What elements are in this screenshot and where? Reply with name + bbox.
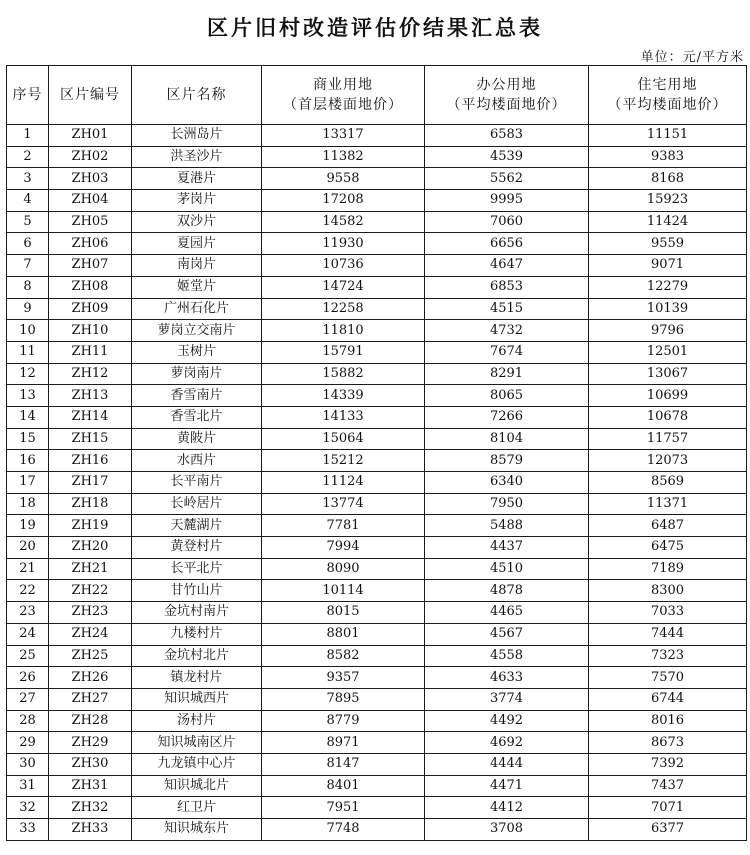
cell-residential: 11151: [589, 125, 747, 147]
header-name: 区片名称: [132, 66, 262, 125]
table-row: [7, 146, 747, 168]
cell-no: 2: [7, 146, 49, 168]
cell-residential: 7071: [589, 797, 747, 819]
cell-residential: 10139: [589, 298, 747, 320]
cell-name: 知识城南区片: [132, 732, 262, 754]
header-commercial: [262, 66, 425, 125]
cell-code: ZH11: [49, 341, 132, 363]
cell-code: ZH18: [49, 493, 132, 515]
cell-commercial: 12258: [262, 298, 425, 320]
cell-commercial: 8090: [262, 558, 425, 580]
cell-office: 6583: [425, 125, 589, 147]
table-row: [7, 645, 747, 667]
cell-residential: 6744: [589, 688, 747, 710]
cell-commercial: 11124: [262, 472, 425, 494]
cell-code: ZH29: [49, 732, 132, 754]
cell-name: 甘竹山片: [132, 580, 262, 602]
cell-name: 水西片: [132, 450, 262, 472]
table-body: [7, 125, 747, 841]
cell-code: ZH27: [49, 688, 132, 710]
cell-commercial: 11810: [262, 320, 425, 342]
header-code: 区片编号: [49, 66, 132, 125]
header-residential-label: 住宅用地: [637, 77, 698, 93]
cell-no: 26: [7, 667, 49, 689]
cell-code: ZH03: [49, 168, 132, 190]
cell-code: ZH14: [49, 406, 132, 428]
cell-office: 4492: [425, 710, 589, 732]
cell-code: ZH30: [49, 753, 132, 775]
table-row: [7, 797, 747, 819]
cell-no: 20: [7, 537, 49, 559]
table-row: [7, 385, 747, 407]
header-no: 序号: [7, 66, 49, 125]
cell-name: 洪圣沙片: [132, 146, 262, 168]
cell-name: 香雪南片: [132, 385, 262, 407]
cell-no: 28: [7, 710, 49, 732]
table-row: [7, 320, 747, 342]
header-office-label: 办公用地: [476, 77, 537, 93]
table-row: [7, 450, 747, 472]
cell-code: ZH17: [49, 472, 132, 494]
cell-office: 4539: [425, 146, 589, 168]
cell-office: 4732: [425, 320, 589, 342]
cell-residential: 10699: [589, 385, 747, 407]
cell-name: 黄登村片: [132, 537, 262, 559]
cell-code: ZH02: [49, 146, 132, 168]
cell-code: ZH24: [49, 623, 132, 645]
table-row: [7, 623, 747, 645]
table-row: [7, 298, 747, 320]
cell-residential: 7323: [589, 645, 747, 667]
cell-office: 5562: [425, 168, 589, 190]
cell-code: ZH16: [49, 450, 132, 472]
table-row: [7, 819, 747, 841]
cell-residential: 9559: [589, 233, 747, 255]
cell-office: 3708: [425, 819, 589, 841]
cell-office: 9995: [425, 190, 589, 212]
cell-office: 4633: [425, 667, 589, 689]
table-row: [7, 688, 747, 710]
cell-code: ZH15: [49, 428, 132, 450]
table-row: [7, 710, 747, 732]
cell-commercial: 7895: [262, 688, 425, 710]
cell-commercial: 14339: [262, 385, 425, 407]
cell-office: 4471: [425, 775, 589, 797]
cell-residential: 12279: [589, 276, 747, 298]
unit-label: 单位：元/平方米: [640, 50, 744, 65]
cell-name: 萝岗立交南片: [132, 320, 262, 342]
summary-table: [6, 65, 747, 841]
cell-commercial: 9558: [262, 168, 425, 190]
cell-no: 33: [7, 819, 49, 841]
table-row: [7, 753, 747, 775]
cell-no: 15: [7, 428, 49, 450]
cell-code: ZH04: [49, 190, 132, 212]
cell-office: 4558: [425, 645, 589, 667]
cell-name: 长平南片: [132, 472, 262, 494]
cell-code: ZH01: [49, 125, 132, 147]
cell-commercial: 7748: [262, 819, 425, 841]
cell-code: ZH08: [49, 276, 132, 298]
cell-no: 8: [7, 276, 49, 298]
cell-commercial: 7994: [262, 537, 425, 559]
cell-commercial: 15882: [262, 363, 425, 385]
cell-residential: 6377: [589, 819, 747, 841]
cell-name: 夏港片: [132, 168, 262, 190]
table-row: [7, 602, 747, 624]
cell-office: 4465: [425, 602, 589, 624]
header-residential: [589, 66, 747, 125]
table-row: [7, 190, 747, 212]
table-row: [7, 472, 747, 494]
cell-no: 21: [7, 558, 49, 580]
cell-name: 九龙镇中心片: [132, 753, 262, 775]
cell-no: 17: [7, 472, 49, 494]
cell-no: 7: [7, 255, 49, 277]
cell-residential: 7189: [589, 558, 747, 580]
cell-office: 8104: [425, 428, 589, 450]
cell-no: 14: [7, 406, 49, 428]
cell-office: 4412: [425, 797, 589, 819]
cell-no: 22: [7, 580, 49, 602]
cell-commercial: 8147: [262, 753, 425, 775]
table-title: 区片旧村改造评估价结果汇总表: [207, 15, 543, 40]
cell-code: ZH33: [49, 819, 132, 841]
table-row: [7, 255, 747, 277]
cell-name: 长平北片: [132, 558, 262, 580]
cell-name: 玉树片: [132, 341, 262, 363]
cell-name: 知识城东片: [132, 819, 262, 841]
cell-commercial: 15212: [262, 450, 425, 472]
cell-no: 13: [7, 385, 49, 407]
cell-residential: 12501: [589, 341, 747, 363]
cell-residential: 9071: [589, 255, 747, 277]
cell-office: 7674: [425, 341, 589, 363]
cell-name: 红卫片: [132, 797, 262, 819]
cell-code: ZH26: [49, 667, 132, 689]
cell-name: 天麓湖片: [132, 515, 262, 537]
cell-commercial: 11382: [262, 146, 425, 168]
table-row: [7, 428, 747, 450]
cell-code: ZH12: [49, 363, 132, 385]
cell-code: ZH20: [49, 537, 132, 559]
cell-residential: 7392: [589, 753, 747, 775]
cell-residential: 6475: [589, 537, 747, 559]
cell-office: 7060: [425, 211, 589, 233]
cell-name: 萝岗南片: [132, 363, 262, 385]
table-row: [7, 493, 747, 515]
cell-code: ZH19: [49, 515, 132, 537]
cell-no: 23: [7, 602, 49, 624]
cell-no: 3: [7, 168, 49, 190]
header-commercial-sub: （首层楼面地价）: [283, 97, 403, 113]
cell-code: ZH23: [49, 602, 132, 624]
cell-commercial: 13317: [262, 125, 425, 147]
table-row: [7, 211, 747, 233]
cell-office: 6656: [425, 233, 589, 255]
cell-no: 11: [7, 341, 49, 363]
cell-office: 7950: [425, 493, 589, 515]
cell-residential: 8569: [589, 472, 747, 494]
cell-commercial: 15064: [262, 428, 425, 450]
table-row: [7, 667, 747, 689]
cell-code: ZH28: [49, 710, 132, 732]
cell-code: ZH09: [49, 298, 132, 320]
cell-name: 茅岗片: [132, 190, 262, 212]
cell-name: 长洲岛片: [132, 125, 262, 147]
cell-office: 4647: [425, 255, 589, 277]
cell-commercial: 14133: [262, 406, 425, 428]
cell-name: 九楼村片: [132, 623, 262, 645]
cell-commercial: 8801: [262, 623, 425, 645]
cell-code: ZH06: [49, 233, 132, 255]
cell-residential: 7437: [589, 775, 747, 797]
cell-name: 姬堂片: [132, 276, 262, 298]
cell-code: ZH07: [49, 255, 132, 277]
cell-code: ZH31: [49, 775, 132, 797]
table-row: [7, 558, 747, 580]
cell-code: ZH21: [49, 558, 132, 580]
cell-code: ZH22: [49, 580, 132, 602]
cell-residential: 11371: [589, 493, 747, 515]
cell-commercial: 10736: [262, 255, 425, 277]
cell-commercial: 7951: [262, 797, 425, 819]
cell-code: ZH25: [49, 645, 132, 667]
cell-commercial: 9357: [262, 667, 425, 689]
cell-commercial: 7781: [262, 515, 425, 537]
cell-office: 8579: [425, 450, 589, 472]
cell-code: ZH10: [49, 320, 132, 342]
table-row: [7, 233, 747, 255]
cell-residential: 9383: [589, 146, 747, 168]
table-row: [7, 732, 747, 754]
table-row: [7, 537, 747, 559]
cell-residential: 13067: [589, 363, 747, 385]
table-row: [7, 515, 747, 537]
cell-no: 29: [7, 732, 49, 754]
cell-name: 南岗片: [132, 255, 262, 277]
cell-name: 广州石化片: [132, 298, 262, 320]
cell-residential: 7444: [589, 623, 747, 645]
cell-name: 夏园片: [132, 233, 262, 255]
cell-residential: 6487: [589, 515, 747, 537]
cell-no: 31: [7, 775, 49, 797]
cell-no: 12: [7, 363, 49, 385]
cell-residential: 8168: [589, 168, 747, 190]
cell-no: 19: [7, 515, 49, 537]
table-row: [7, 125, 747, 147]
cell-code: ZH13: [49, 385, 132, 407]
cell-no: 18: [7, 493, 49, 515]
cell-name: 金坑村北片: [132, 645, 262, 667]
cell-name: 知识城西片: [132, 688, 262, 710]
cell-no: 5: [7, 211, 49, 233]
header-residential-sub: （平均楼面地价）: [607, 97, 728, 113]
cell-office: 4878: [425, 580, 589, 602]
cell-office: 6853: [425, 276, 589, 298]
cell-office: 3774: [425, 688, 589, 710]
cell-commercial: 8401: [262, 775, 425, 797]
cell-commercial: 14582: [262, 211, 425, 233]
cell-name: 金坑村南片: [132, 602, 262, 624]
cell-office: 4692: [425, 732, 589, 754]
cell-no: 6: [7, 233, 49, 255]
cell-no: 4: [7, 190, 49, 212]
cell-no: 16: [7, 450, 49, 472]
header-commercial-label: 商业用地: [313, 77, 373, 93]
header-office: [425, 66, 589, 125]
cell-office: 5488: [425, 515, 589, 537]
cell-name: 长岭居片: [132, 493, 262, 515]
cell-name: 双沙片: [132, 211, 262, 233]
cell-office: 4510: [425, 558, 589, 580]
cell-code: ZH05: [49, 211, 132, 233]
cell-commercial: 15791: [262, 341, 425, 363]
cell-office: 4567: [425, 623, 589, 645]
table-row: [7, 276, 747, 298]
cell-office: 4444: [425, 753, 589, 775]
cell-name: 香雪北片: [132, 406, 262, 428]
cell-residential: 8300: [589, 580, 747, 602]
cell-residential: 11424: [589, 211, 747, 233]
table-row: [7, 775, 747, 797]
cell-residential: 7033: [589, 602, 747, 624]
cell-office: 7266: [425, 406, 589, 428]
cell-residential: 12073: [589, 450, 747, 472]
header-row: [7, 66, 747, 125]
cell-residential: 11757: [589, 428, 747, 450]
cell-name: 知识城北片: [132, 775, 262, 797]
cell-commercial: 11930: [262, 233, 425, 255]
cell-office: 8291: [425, 363, 589, 385]
cell-residential: 8016: [589, 710, 747, 732]
cell-commercial: 8582: [262, 645, 425, 667]
cell-commercial: 8015: [262, 602, 425, 624]
cell-commercial: 14724: [262, 276, 425, 298]
cell-residential: 10678: [589, 406, 747, 428]
header-office-sub: （平均楼面地价）: [446, 97, 567, 113]
table-row: [7, 341, 747, 363]
cell-name: 汤村片: [132, 710, 262, 732]
cell-no: 1: [7, 125, 49, 147]
cell-name: 黄陂片: [132, 428, 262, 450]
cell-commercial: 8779: [262, 710, 425, 732]
cell-office: 4515: [425, 298, 589, 320]
cell-no: 30: [7, 753, 49, 775]
table-row: [7, 168, 747, 190]
table-row: [7, 580, 747, 602]
table-row: [7, 406, 747, 428]
cell-residential: 15923: [589, 190, 747, 212]
cell-office: 6340: [425, 472, 589, 494]
cell-no: 10: [7, 320, 49, 342]
cell-office: 8065: [425, 385, 589, 407]
cell-no: 32: [7, 797, 49, 819]
cell-commercial: 10114: [262, 580, 425, 602]
cell-no: 25: [7, 645, 49, 667]
cell-no: 9: [7, 298, 49, 320]
cell-office: 4437: [425, 537, 589, 559]
cell-code: ZH32: [49, 797, 132, 819]
cell-no: 27: [7, 688, 49, 710]
cell-no: 24: [7, 623, 49, 645]
cell-commercial: 8971: [262, 732, 425, 754]
cell-residential: 9796: [589, 320, 747, 342]
cell-commercial: 17208: [262, 190, 425, 212]
cell-name: 镇龙村片: [132, 667, 262, 689]
cell-residential: 7570: [589, 667, 747, 689]
cell-commercial: 13774: [262, 493, 425, 515]
cell-residential: 8673: [589, 732, 747, 754]
table-row: [7, 363, 747, 385]
